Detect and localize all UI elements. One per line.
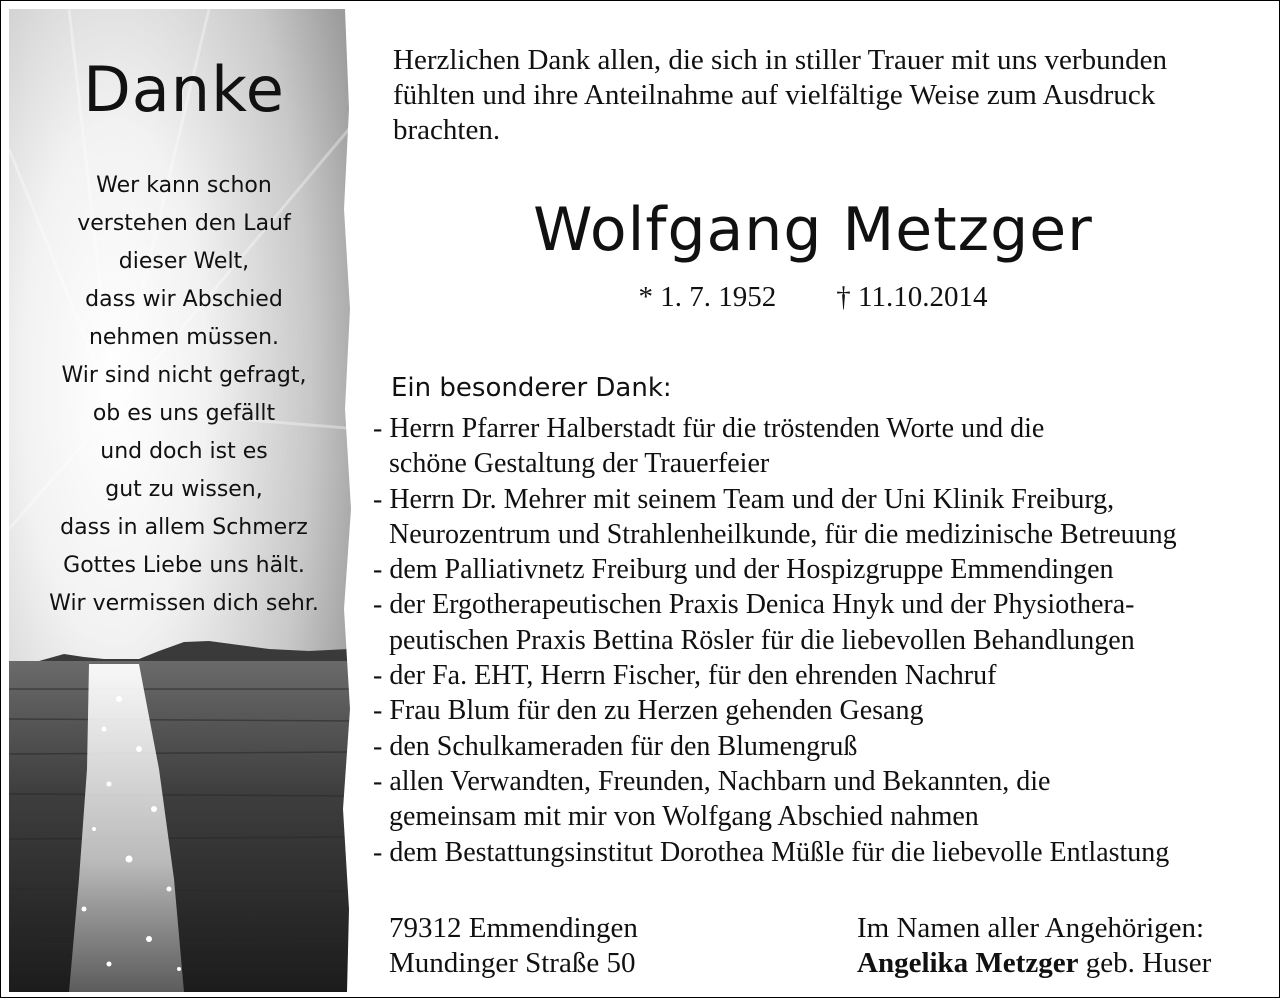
poem-line: und doch ist es bbox=[100, 439, 268, 464]
deceased-name: Wolfgang Metzger bbox=[533, 195, 1093, 265]
poem-line: Wir vermissen dich sehr. bbox=[49, 591, 319, 616]
intro-text bbox=[393, 43, 1253, 148]
thanks-line: - Herrn Pfarrer Halberstadt für die tröstenden Worte und die bbox=[373, 413, 1045, 444]
poem-line: ob es uns gefällt bbox=[92, 401, 276, 426]
birth-date: * 1. 7. 1952 bbox=[638, 281, 777, 313]
death-date: † 11.10.2014 bbox=[836, 281, 988, 313]
signature bbox=[857, 911, 1211, 981]
life-dates bbox=[373, 281, 1253, 314]
thanks-line: gemeinsam mit mir von Wolfgang Abschied nahmen bbox=[389, 801, 979, 833]
thanks-line: schöne Gestaltung der Trauerfeier bbox=[389, 448, 770, 480]
thanks-line: - der Ergotherapeutischen Praxis Denica Hnyk und der Physiothera- bbox=[373, 589, 1135, 621]
poem-line: dass wir Abschied bbox=[85, 287, 283, 312]
poem-line: Wir sind nicht gefragt, bbox=[61, 363, 307, 388]
thanks-line: Neurozentrum und Strahlenheilkunde, für die medizinische Betreuung bbox=[389, 518, 1177, 550]
thanks-line: - Herrn Dr. Mehrer mit seinem Team und der Uni Klinik Freiburg, bbox=[373, 483, 1115, 515]
address bbox=[389, 911, 638, 981]
poem-line: nehmen müssen. bbox=[88, 325, 280, 350]
signature-intro: Im Namen aller Angehörigen: bbox=[857, 912, 1205, 944]
address-street: Mundinger Straße 50 bbox=[389, 947, 636, 979]
thanks-line: - der Fa. EHT, Herrn Fischer, für den ehrenden Nachruf bbox=[373, 660, 997, 692]
poem-line: dieser Welt, bbox=[118, 249, 250, 274]
poem-line: gut zu wissen, bbox=[105, 477, 263, 502]
signature-name: Angelika Metzger bbox=[857, 947, 1079, 979]
poem bbox=[9, 167, 359, 623]
thanks-line: - dem Bestattungsinstitut Dorothea Müßle für die liebevolle Entlastung bbox=[373, 836, 1170, 868]
signature-maiden-name: geb. Huser bbox=[1078, 947, 1212, 979]
signature-name-line bbox=[857, 946, 1211, 981]
sidebar-sunset-panel bbox=[9, 9, 359, 992]
intro-line: fühlten und ihre Anteilnahme auf vielfältige Weise zum Ausdruck bbox=[393, 79, 1156, 111]
thanks-line: - den Schulkameraden für den Blumengruß bbox=[373, 730, 858, 762]
thanks-line: - dem Palliativnetz Freiburg und der Hospizgruppe Emmendingen bbox=[373, 554, 1114, 586]
thanks-list bbox=[373, 411, 1273, 870]
thanks-line: peutischen Praxis Bettina Rösler für die liebevollen Behandlungen bbox=[389, 624, 1135, 656]
address-city: 79312 Emmendingen bbox=[389, 912, 638, 944]
thanks-heading: Ein besonderer Dank: bbox=[391, 373, 672, 403]
poem-line: dass in allem Schmerz bbox=[60, 515, 308, 540]
intro-line: Herzlichen Dank allen, die sich in stiller Trauer mit uns verbunden bbox=[393, 44, 1167, 76]
poem-line: Gottes Liebe uns hält. bbox=[63, 553, 305, 578]
thanks-line: - Frau Blum für den zu Herzen gehenden Gesang bbox=[373, 695, 924, 727]
thanks-line: - allen Verwandten, Freunden, Nachbarn und Bekannten, die bbox=[373, 765, 1051, 797]
poem-line: verstehen den Lauf bbox=[77, 211, 291, 236]
poem-line: Wer kann schon bbox=[96, 173, 272, 198]
sidebar-title: Danke bbox=[83, 53, 285, 126]
intro-line: brachten. bbox=[393, 114, 501, 146]
main-content bbox=[373, 1, 1273, 997]
